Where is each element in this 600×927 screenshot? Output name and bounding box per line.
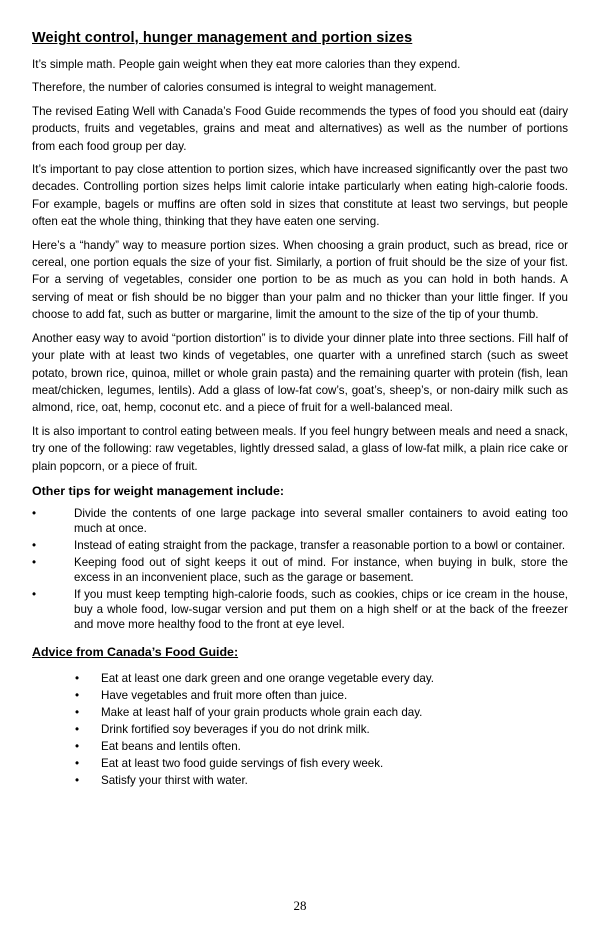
advice-item	[32, 704, 568, 721]
bullet-icon: •	[75, 671, 80, 685]
advice-text: Make at least half of your grain products whole grain each day.	[101, 705, 423, 719]
advice-text: Eat beans and lentils often.	[101, 739, 241, 753]
tips-list	[32, 506, 568, 632]
paragraph-calories: Therefore, the number of calories consumed is integral to weight management.	[32, 81, 437, 95]
page-title: Weight control, hunger management and portion sizes	[32, 30, 413, 46]
bullet-icon: •	[32, 538, 37, 552]
bullet-icon: •	[75, 722, 80, 736]
tip-text: Keeping food out of sight keeps it out of mind. For instance, when buying in bulk, store the excess in an inconvenient place, such as the garage or basement.	[74, 555, 568, 584]
advice-text: Have vegetables and fruit more often than juice.	[101, 688, 348, 702]
advice-text: Eat at least one dark green and one orange vegetable every day.	[101, 671, 435, 685]
advice-item	[32, 772, 568, 789]
bullet-icon: •	[75, 688, 80, 702]
tip-item	[32, 555, 568, 585]
tip-text: Divide the contents of one large package into several smaller containers to avoid eating too much at once.	[74, 506, 568, 535]
bullet-icon: •	[32, 587, 37, 601]
advice-item	[32, 755, 568, 772]
advice-item	[32, 738, 568, 755]
advice-item	[32, 687, 568, 704]
paragraph-simple-math: It’s simple math. People gain weight when they eat more calories than they expend.	[32, 58, 461, 71]
paragraph-between-meals: It is also important to control eating between meals. If you feel hungry between meals and need a snack, try one of the following: raw vegetables, lightly dressed salad, a glass of low-fat milk, a plain rice cake or plain popcorn, or a piece of fruit.	[32, 424, 568, 473]
page-number: 28	[293, 898, 307, 913]
paragraph-portion-sizes: It’s important to pay close attention to portion sizes, which have increased significantly over the past two decades. Controlling portion sizes helps limit calorie intake particularly when eating high-calorie foods. For example, bagels or muffins are often sold in sizes that constitute at least two servings, but people often eat the whole thing, thinking that they have eaten one serving.	[32, 163, 568, 229]
paragraph-food-guide: The revised Eating Well with Canada’s Food Guide recommends the types of food you should eat (dairy products, fruits and vegetables, grains and meat and alternatives) as well as the number of portions from each food group per day.	[32, 104, 568, 153]
advice-item	[32, 670, 568, 687]
advice-text: Eat at least two food guide servings of fish every week.	[101, 756, 384, 770]
advice-heading: Advice from Canada’s Food Guide:	[32, 644, 239, 659]
bullet-icon: •	[75, 705, 80, 719]
bullet-icon: •	[75, 773, 80, 787]
tip-item	[32, 587, 568, 632]
advice-text: Satisfy your thirst with water.	[101, 773, 248, 787]
tips-heading: Other tips for weight management include:	[32, 483, 284, 498]
advice-text: Drink fortified soy beverages if you do not drink milk.	[101, 722, 370, 736]
advice-item	[32, 721, 568, 738]
bullet-icon: •	[32, 555, 37, 569]
tip-text: Instead of eating straight from the package, transfer a reasonable portion to a bowl or container.	[74, 538, 566, 552]
paragraph-portion-distortion: Another easy way to avoid “portion distortion” is to divide your dinner plate into three sections. Fill half of your plate with at least two kinds of vegetables, one quarter with a unrefined starch (such as sweet potato, brown rice, quinoa, millet or whole grain pasta) and the remaining quarter with protein (fish, lean meat/chicken, legumes, lentils). Add a glass of low-fat cow’s, goat’s, sheep’s, or non-dairy milk such as almond, rice, oat, hemp, coconut etc. and a piece of fruit for a well-balanced meal.	[32, 331, 568, 415]
bullet-icon: •	[75, 739, 80, 753]
tip-text: If you must keep tempting high-calorie foods, such as cookies, chips or ice cream in the house, buy a whole food, low-sugar version and put them on a high shelf or at the back of the freezer and move more healthy food to the front at eye level.	[74, 587, 568, 631]
advice-list	[32, 670, 568, 789]
bullet-icon: •	[32, 506, 37, 520]
paragraph-handy-way: Here’s a “handy” way to measure portion sizes. When choosing a grain product, such as bread, rice or cereal, one portion equals the size of your fist. Similarly, a portion of fruit should be the size of your fist. For a serving of vegetables, consider one portion to be as much as you can hold in both hands. A serving of meat or fish should be no bigger than your palm and no thicker than your little finger. If you choose to add fat, such as butter or margarine, limit the amount to the size of the tip of your thumb.	[32, 238, 568, 322]
tip-item	[32, 506, 568, 536]
document-page	[32, 30, 568, 789]
tip-item	[32, 538, 568, 553]
bullet-icon: •	[75, 756, 80, 770]
